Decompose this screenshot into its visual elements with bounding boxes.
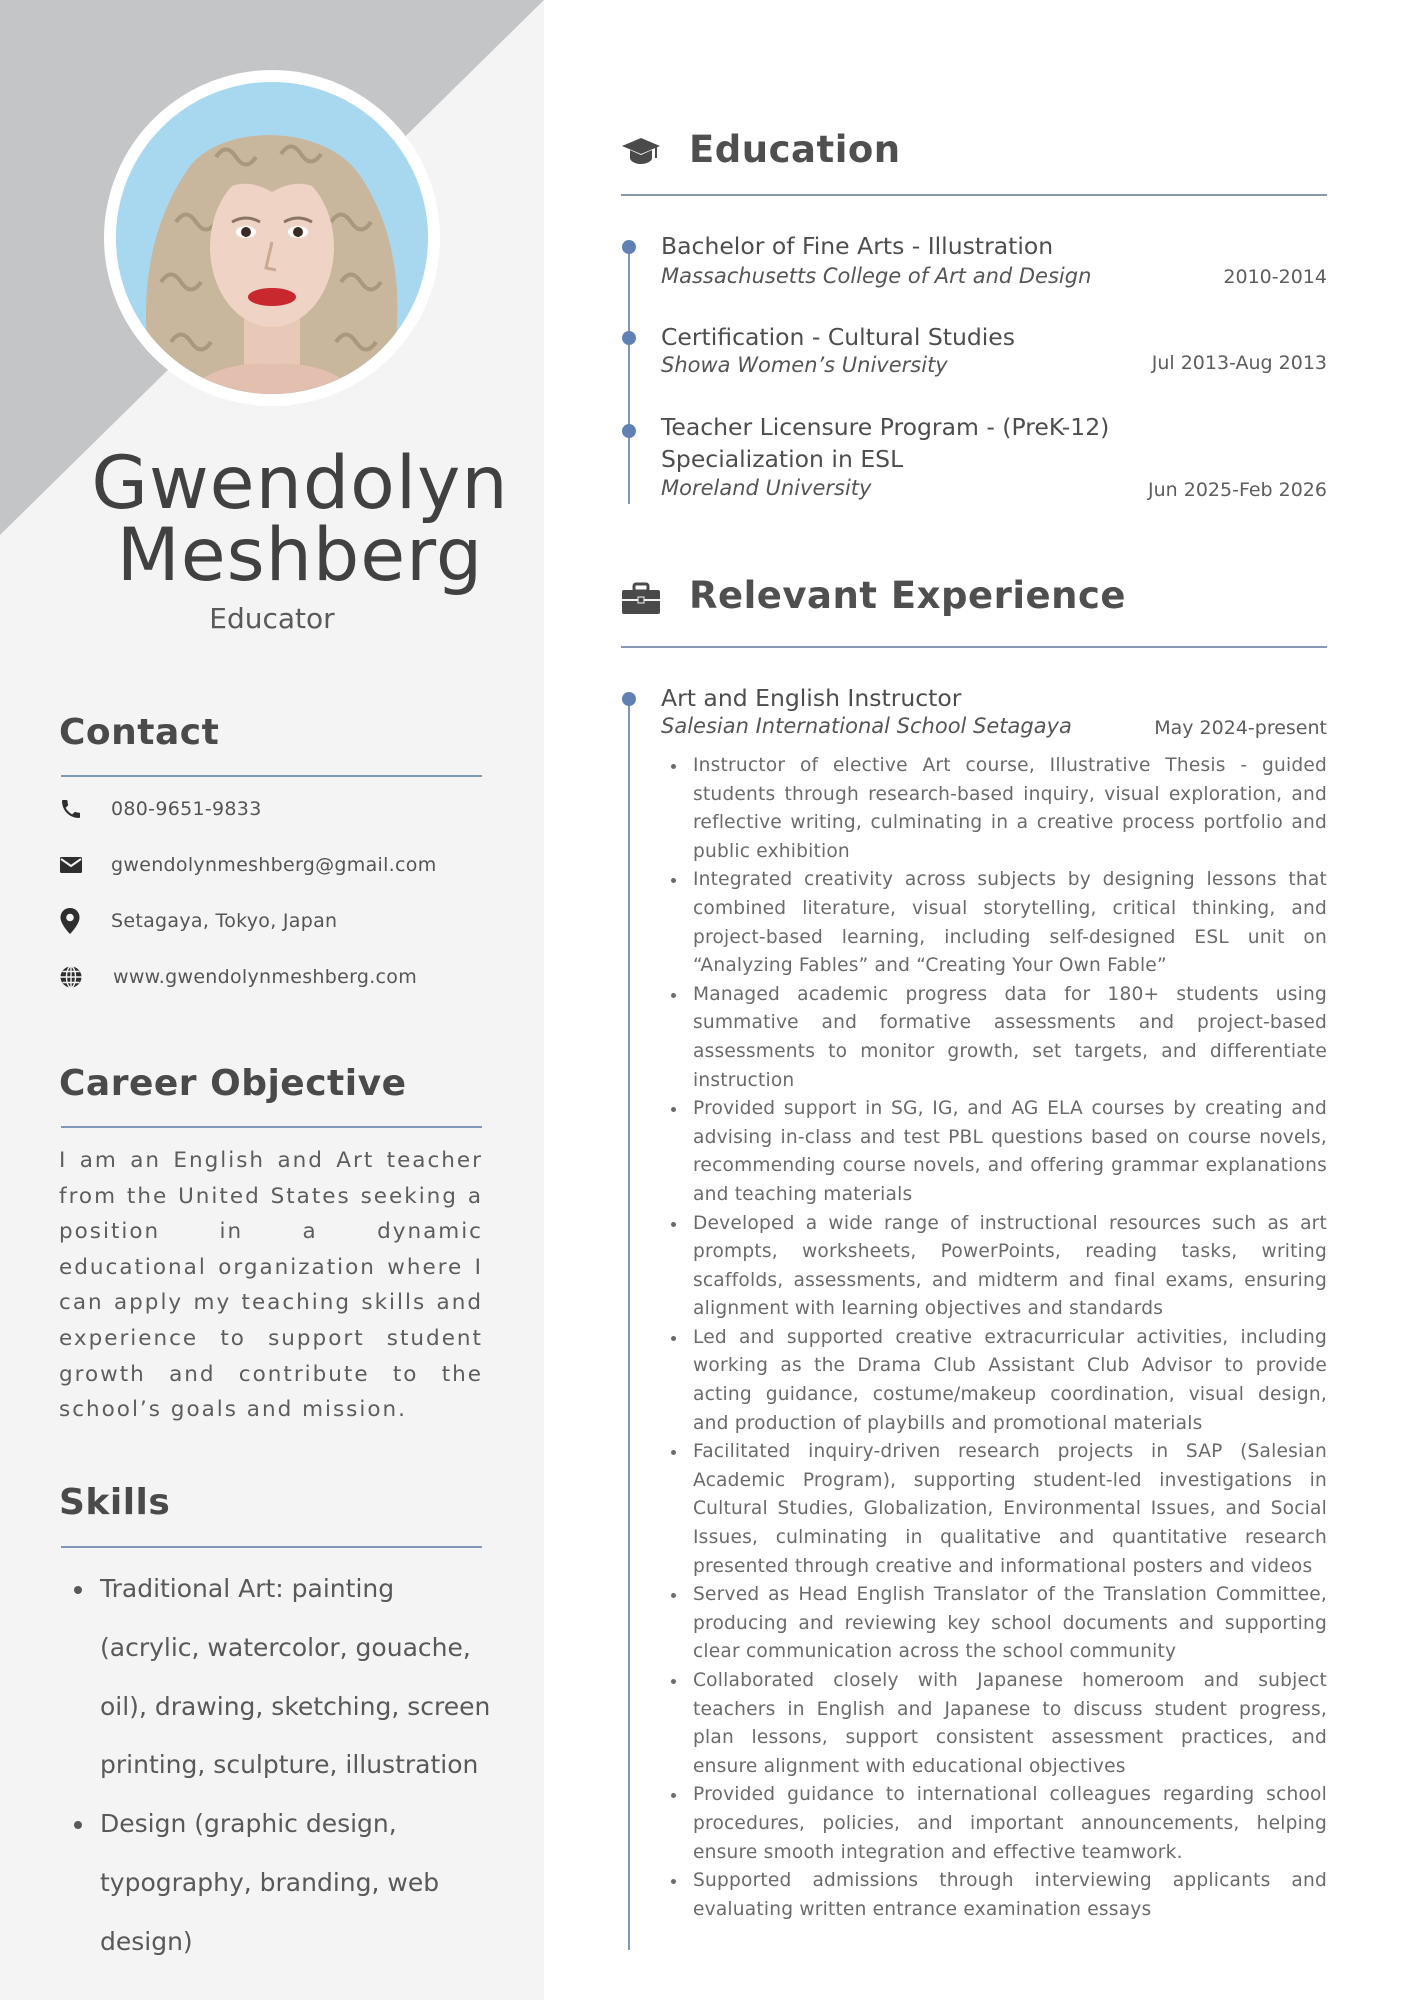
contact-phone [59,794,262,824]
education-dates: Jul 2013-Aug 2013 [1151,352,1327,374]
job-employer: Salesian International School Setagaya [661,714,1072,738]
experience-timeline [628,700,630,1950]
job-responsibilities [669,752,1327,1924]
responsibility-item: Managed academic progress data for 180+ students using summative and formative assessments and project-based assessments to monitor growth, set targets, and differentiate instruction [669,981,1327,1095]
location-text: Setagaya, Tokyo, Japan [111,910,338,932]
education-dates: Jun 2025-Feb 2026 [1148,479,1327,501]
responsibility-item: Led and supported creative extracurricular activities, including working as the Drama Club Assistant Club Advisor to provide acting guidance, costume/makeup coordination, visual design, and production of playbills and promotional materials [669,1324,1327,1438]
contact-heading: Contact [59,712,220,753]
first-name: Gwendolyn [91,441,509,526]
timeline-dot [622,331,636,345]
education-dates: 2010-2014 [1223,266,1327,288]
job-dates: May 2024-present [1154,717,1327,739]
last-name: Meshberg [116,513,484,598]
responsibility-item: Supported admissions through interviewing applicants and evaluating written entrance examination essays [669,1867,1327,1924]
skill-item: Design (graphic design, typography, branding, web design) [74,1795,494,1971]
responsibility-item: Provided support in SG, IG, and AG ELA courses by creating and advising in-class and test PBL questions based on course novels, recommending course novels, and offering grammar explanations and teaching materials [669,1095,1327,1209]
objective-text: I am an English and Art teacher from the United States seeking a position in a dynamic educational organization where I can apply my teaching skills and experience to support student growth and contribute to the school’s goals and mission. [59,1148,483,1423]
education-specialization: Specialization in ESL [661,445,904,473]
globe-icon [59,963,91,991]
profile-photo-frame [104,70,440,406]
briefcase-icon [621,582,661,616]
envelope-icon [59,851,91,879]
responsibility-item: Facilitated inquiry-driven research projects in SAP (Salesian Academic Program), supporting student-led investigations in Cultural Studies, Globalization, Environmental Issues, and Social Issues, culminating in qualitative and quantitative research presented through creative and informational posters and videos [669,1438,1327,1581]
experience-heading: Relevant Experience [689,574,1126,617]
phone-number: 080-9651-9833 [111,798,262,820]
responsibility-item: Served as Head English Translator of the Translation Committee, producing and reviewing key school documents and supporting clear communication across the school community [669,1581,1327,1667]
education-degree: Bachelor of Fine Arts - Illustration [661,232,1054,260]
sidebar [0,0,544,2000]
education-school: Massachusetts College of Art and Design [661,264,1092,288]
education-degree: Certification - Cultural Studies [661,323,1016,351]
education-degree: Teacher Licensure Program - (PreK-12) [661,413,1110,441]
contact-website [59,962,417,992]
email-address[interactable]: gwendolynmeshberg@gmail.com [111,854,437,876]
contact-email [59,850,437,880]
job-role: Educator [209,602,335,635]
location-pin-icon [59,907,91,935]
responsibility-item: Integrated creativity across subjects by designing lessons that combined literature, visual storytelling, critical thinking, and project-based learning, including self-designed ESL unit on “Analyzing Fables” and “Creating Your Own Fable” [669,866,1327,980]
responsibility-item: Collaborated closely with Japanese homeroom and subject teachers in English and Japanese to discuss student progress, plan lessons, support consistent assessment practices, and ensure alignment with educational objectives [669,1667,1327,1781]
responsibility-item: Provided guidance to international colleagues regarding school procedures, policies, and important announcements, helping ensure smooth integration and effective teamwork. [669,1781,1327,1867]
skills-divider [61,1546,482,1548]
education-heading: Education [689,128,901,171]
contact-location [59,906,337,936]
phone-icon [59,795,91,823]
portrait-icon [116,82,428,394]
responsibility-item: Instructor of elective Art course, Illustrative Thesis - guided students through research-based inquiry, visual exploration, and reflective writing, culminating in a creative process portfolio and public exhibition [669,752,1327,866]
education-school: Moreland University [661,476,872,500]
skill-item: Traditional Art: painting (acrylic, watercolor, gouache, oil), drawing, sketching, screen printing, sculpture, illustration [74,1560,494,1795]
timeline-dot [622,692,636,706]
responsibility-item: Developed a wide range of instructional resources such as art prompts, worksheets, PowerPoints, reading tasks, writing scaffolds, assessments, and midterm and final exams, ensuring alignment with learning objectives and standards [669,1210,1327,1324]
profile-photo [116,82,428,394]
timeline-dot [622,240,636,254]
skills-heading: Skills [59,1482,171,1523]
objective-divider [61,1126,482,1128]
education-school: Showa Women’s University [661,353,948,377]
contact-divider [61,775,482,777]
education-timeline [628,246,630,504]
experience-divider [621,646,1327,648]
education-divider [621,194,1327,196]
job-title: Art and English Instructor [661,684,962,712]
timeline-dot [622,424,636,438]
graduation-cap-icon [621,134,661,168]
website-url[interactable]: www.gwendolynmeshberg.com [113,966,418,988]
objective-heading: Career Objective [59,1063,407,1104]
skills-list [74,1560,494,1972]
